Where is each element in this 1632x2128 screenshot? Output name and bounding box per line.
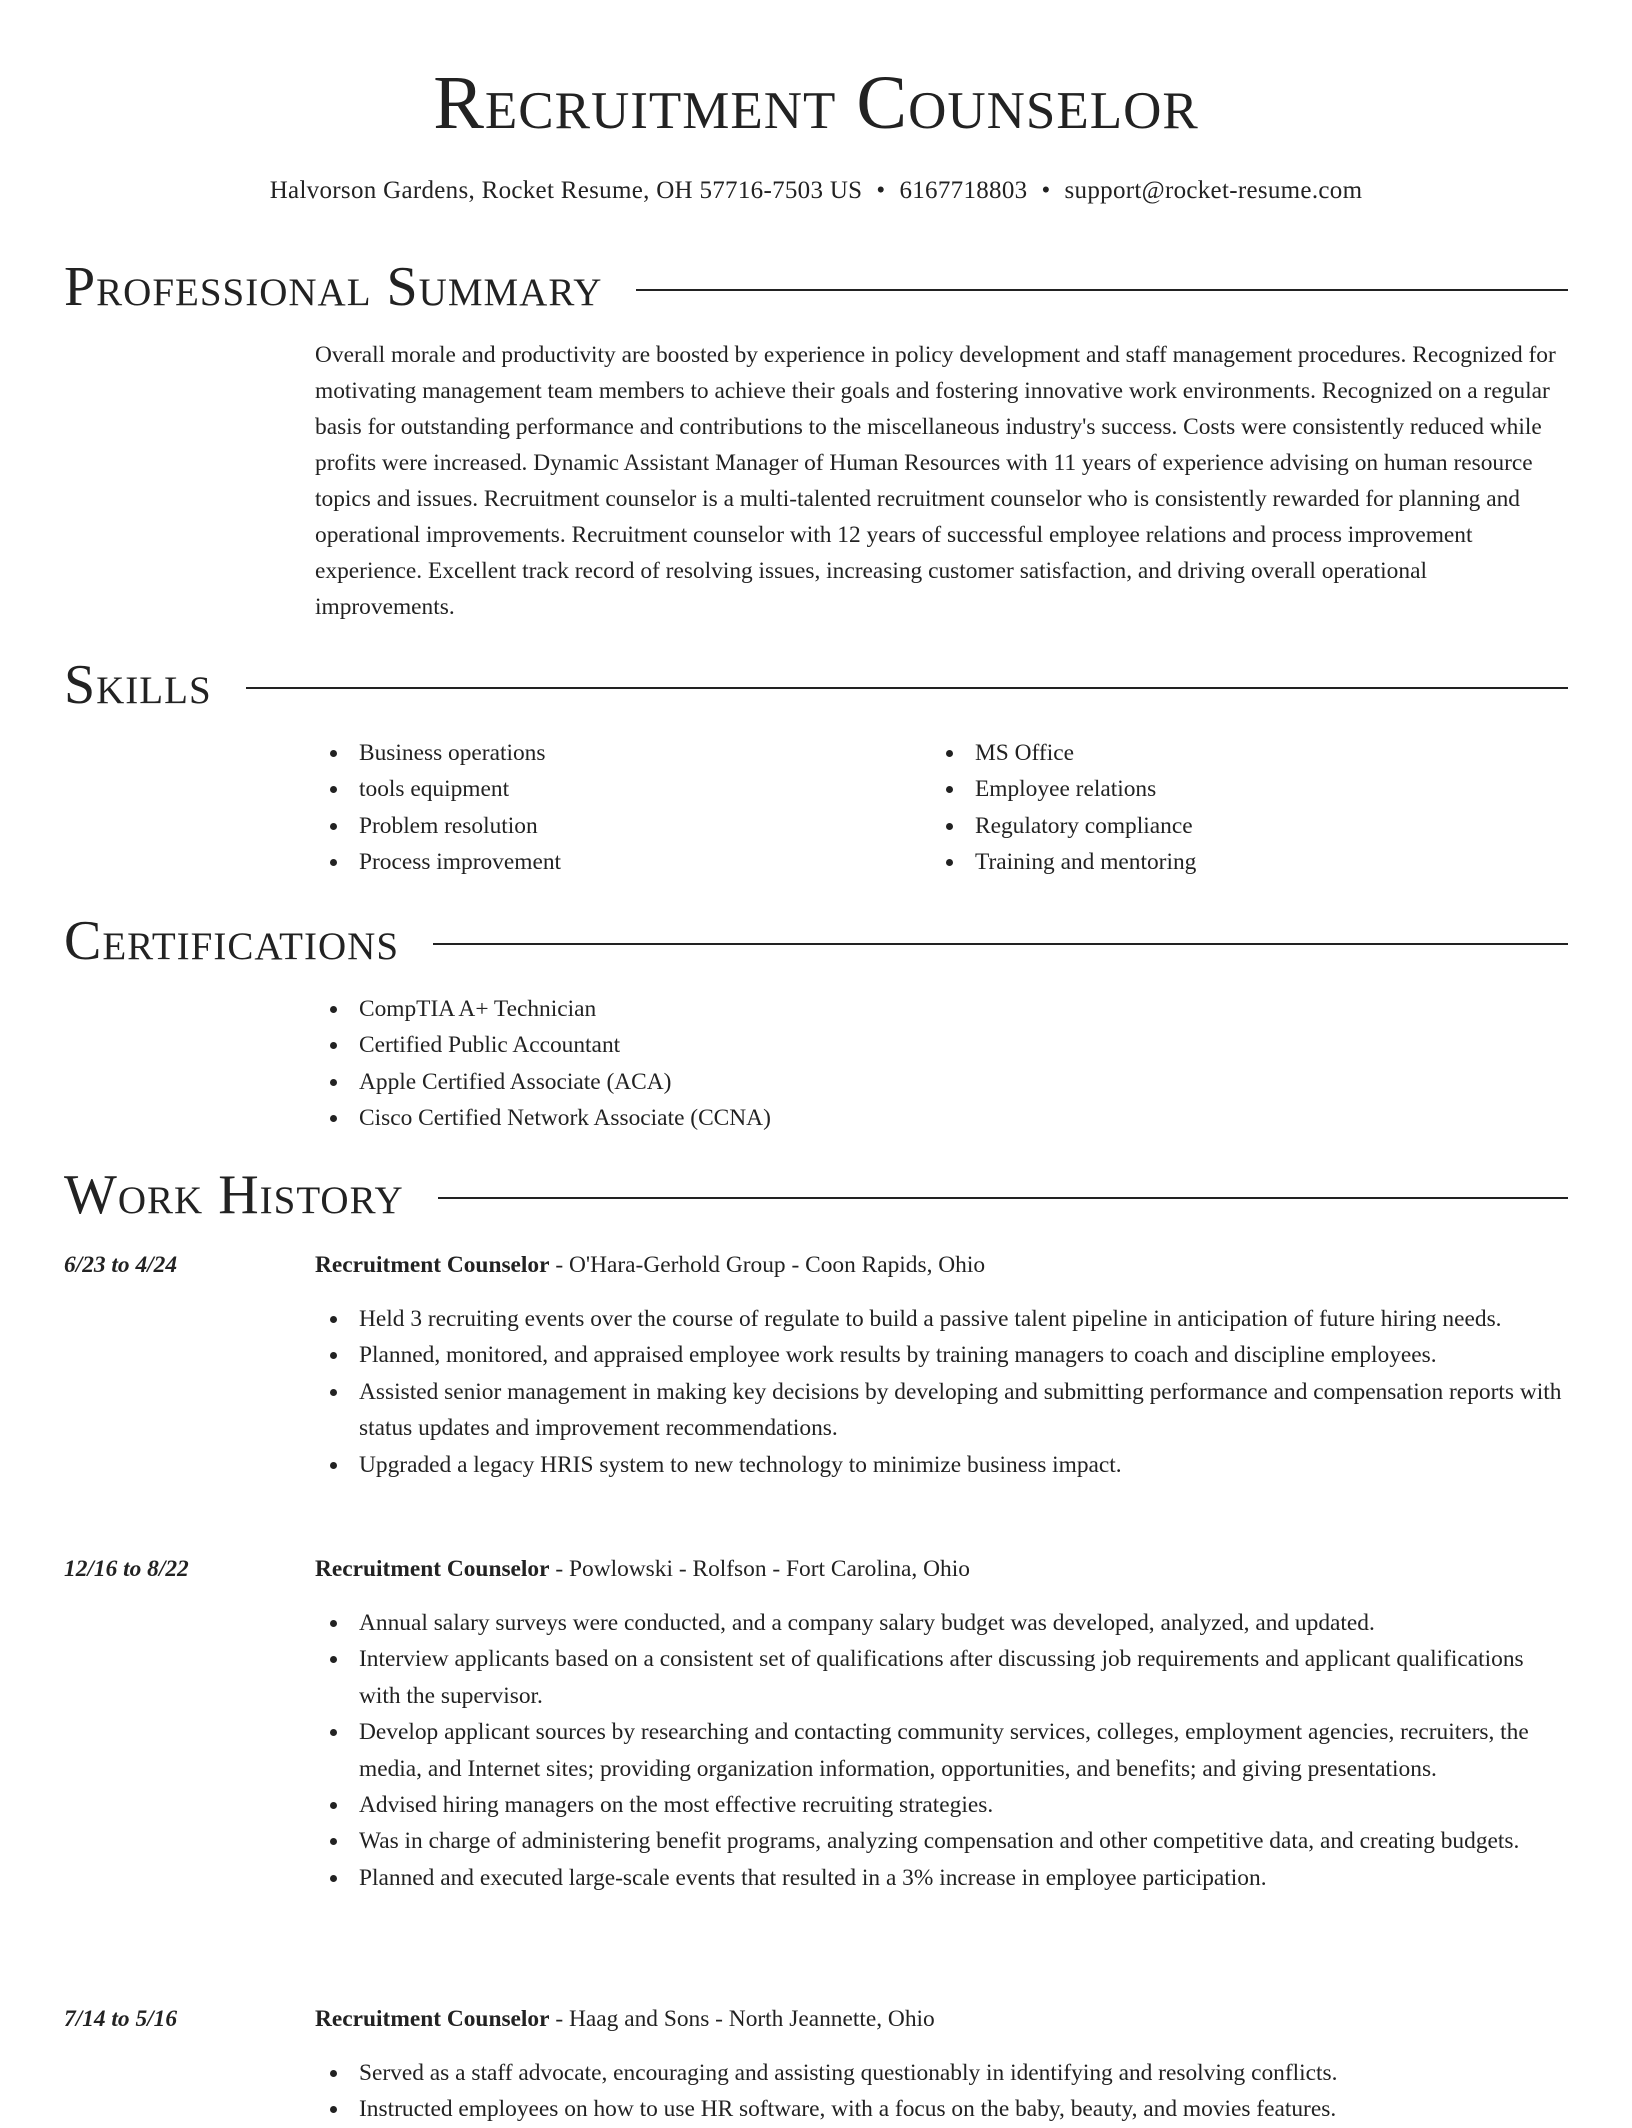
job-bullets	[315, 2055, 1568, 2128]
contact-separator: •	[876, 177, 886, 204]
skill-item: Problem resolution	[315, 808, 915, 844]
job-bullet: Served as a staff advocate, encouraging and assisting questionably in identifying and resolving conflicts.	[315, 2055, 1568, 2091]
section-title-skills: Skills	[64, 654, 212, 716]
section-title-certifications: Certifications	[64, 910, 400, 972]
job-bullet: Develop applicant sources by researching and contacting community services, colleges, employment agencies, recruiters, the media, and Internet sites; providing organization information, opportunities, and benefits; and giving presentations.	[315, 1714, 1568, 1787]
section-header-summary	[64, 252, 1568, 322]
skills-column-left	[315, 735, 915, 881]
job-role: Recruitment Counselor	[315, 1252, 550, 1278]
certification-item: Certified Public Accountant	[315, 1027, 1515, 1063]
job-bullet: Instructed employees on how to use HR software, with a focus on the baby, beauty, and movies features.	[315, 2091, 1568, 2127]
skill-item: Employee relations	[931, 771, 1531, 807]
section-header-work-history	[64, 1160, 1568, 1230]
certifications-list	[315, 991, 1515, 1137]
job-bullet: Annual salary surveys were conducted, and a company salary budget was developed, analyzed, and updated.	[315, 1605, 1568, 1641]
contact-email: support@rocket-resume.com	[1064, 177, 1363, 204]
section-divider	[433, 943, 1568, 945]
job-bullet: Upgraded a legacy HRIS system to new technology to minimize business impact.	[315, 1447, 1568, 1483]
section-header-skills	[64, 650, 1568, 720]
summary-text: Overall morale and productivity are boosted by experience in policy development and staff management procedures. Recognized for motivating management team members to achieve their goals and fostering innovative work environments. Recognized on a regular basis for outstanding performance and contributions to the miscellaneous industry's success. Costs were consistently reduced while profits were increased. Dynamic Assistant Manager of Human Resources with 11 years of experience advising on human resource topics and issues. Recruitment counselor is a multi-talented recruitment counselor who is consistently rewarded for planning and operational improvements. Recruitment counselor with 12 years of successful employee relations and process improvement experience. Excellent track record of resolving issues, increasing customer satisfaction, and driving overall operational improvements.	[315, 342, 1556, 620]
section-divider	[636, 289, 1568, 291]
job-dates: 7/14 to 5/16	[64, 2006, 178, 2032]
job-details: - O'Hara-Gerhold Group - Coon Rapids, Ohio	[549, 1252, 986, 1278]
job-heading	[315, 2001, 1568, 2037]
section-divider	[246, 687, 1568, 689]
skill-item: Training and mentoring	[931, 844, 1531, 880]
job-bullet: Advised hiring managers on the most effective recruiting strategies.	[315, 1787, 1568, 1823]
certification-item: CompTIA A+ Technician	[315, 991, 1515, 1027]
job-bullet: Planned and executed large-scale events that resulted in a 3% increase in employee participation.	[315, 1860, 1568, 1896]
job-bullet: Assisted senior management in making key decisions by developing and submitting performance and compensation reports with status updates and improvement recommendations.	[315, 1374, 1568, 1447]
section-title-work-history: Work History	[64, 1164, 404, 1226]
section-title-summary: Professional Summary	[64, 256, 603, 318]
contact-address: Halvorson Gardens, Rocket Resume, OH 57716-7503 US	[269, 177, 863, 204]
skill-item: Process improvement	[315, 844, 915, 880]
job-bullet: Held 3 recruiting events over the course of regulate to build a passive talent pipeline in anticipation of future hiring needs.	[315, 1301, 1568, 1337]
job-bullet: Interview applicants based on a consistent set of qualifications after discussing job requirements and applicant qualifications with the supervisor.	[315, 1641, 1568, 1714]
job-heading	[315, 1551, 1568, 1587]
job-bullets	[315, 1301, 1568, 1483]
contact-line	[0, 174, 1632, 208]
skills-column-right	[931, 735, 1531, 881]
job-details: - Haag and Sons - North Jeannette, Ohio	[549, 2006, 935, 2032]
job-details: - Powlowski - Rolfson - Fort Carolina, Ohio	[549, 1556, 970, 1582]
section-divider	[438, 1197, 1568, 1199]
certification-item: Apple Certified Associate (ACA)	[315, 1064, 1515, 1100]
contact-phone: 6167718803	[899, 177, 1028, 204]
skill-item: MS Office	[931, 735, 1531, 771]
job-bullet: Planned, monitored, and appraised employee work results by training managers to coach and discipline employees.	[315, 1337, 1568, 1373]
job-dates: 12/16 to 8/22	[64, 1556, 189, 1582]
job-heading	[315, 1247, 1568, 1283]
job-role: Recruitment Counselor	[315, 2006, 550, 2032]
resume-name: Recruitment Counselor	[433, 61, 1199, 145]
job-bullet: Was in charge of administering benefit programs, analyzing compensation and other competitive data, and creating budgets.	[315, 1823, 1568, 1859]
contact-separator: •	[1041, 177, 1051, 204]
job-role: Recruitment Counselor	[315, 1556, 550, 1582]
section-header-certifications	[64, 906, 1568, 976]
certification-item: Cisco Certified Network Associate (CCNA)	[315, 1100, 1515, 1136]
skill-item: tools equipment	[315, 771, 915, 807]
job-bullets	[315, 1605, 1568, 1896]
skill-item: Regulatory compliance	[931, 808, 1531, 844]
skill-item: Business operations	[315, 735, 915, 771]
job-dates: 6/23 to 4/24	[64, 1252, 178, 1278]
